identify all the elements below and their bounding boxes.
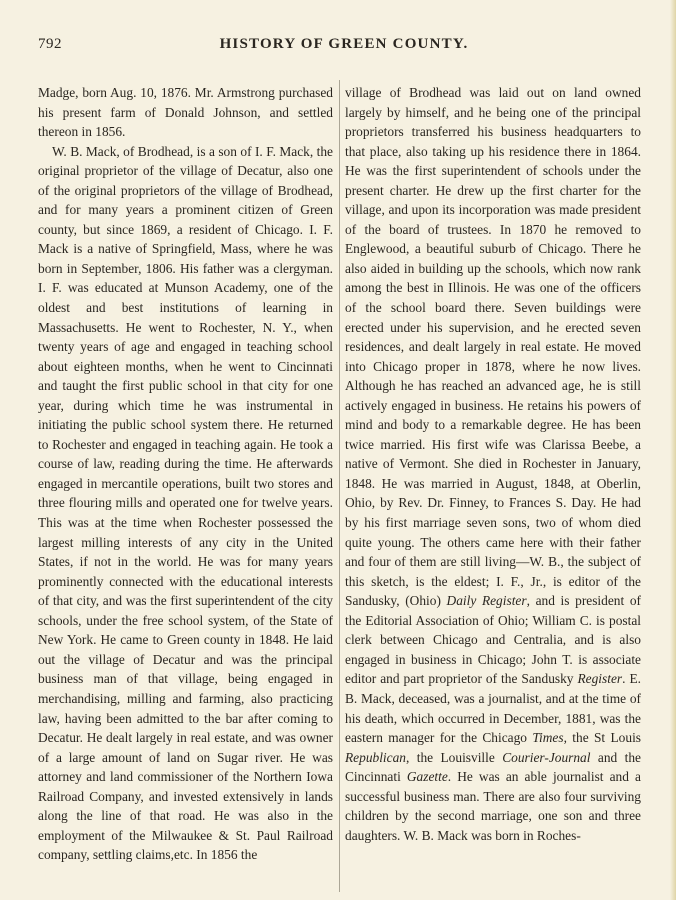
page-number: 792 <box>38 36 62 52</box>
newspaper-name: Daily Register <box>446 593 527 609</box>
text-segment: , the Louisville <box>405 749 503 765</box>
text-segment: , the St Louis <box>563 730 641 746</box>
left-column <box>38 83 333 865</box>
running-title: HISTORY OF GREEN COUNTY. <box>219 36 469 52</box>
newspaper-name: Republican <box>345 749 406 765</box>
newspaper-name: Courier-Journal <box>502 749 591 765</box>
right-column <box>345 83 641 845</box>
page-header <box>38 36 650 60</box>
newspaper-name: Register <box>577 671 623 687</box>
newspaper-name: Times <box>532 730 564 746</box>
page-edge <box>670 0 676 900</box>
paragraph-mack-continued <box>345 83 641 845</box>
text-segment: and the Cincinnati <box>345 749 641 785</box>
column-divider <box>339 80 340 892</box>
paragraph-mack-biography: W. B. Mack, of Brodhead, is a son of I. F. Mack, the original proprietor of the village of Decatur, also one of the original proprietors of the village of Brodhead, and for many years a prominent citizen of Green county, but since 1869, a resident of Chicago. I. F. Mack is a native of Springfield, Mass, where he was born in September, 1806. His father was a clergyman. I. F. was educated at Munson Academy, one of the oldest and best institutions of learning in Massachusetts. He went to Rochester, N. Y., when twenty years of age and engaged in teaching school about eighteen months, when he went to Cincinnati and taught the first public school in that city for one year, during which time he was instrumental in initiating the public school system there. He returned to Rochester and engaged in teaching again. He took a course of law, reading during the time. He afterwards engaged in mercantile operations, built two stores and three flouring mills and operated one for twelve years. This was at the time when Rochester possessed the largest milling interests of any city in the United States, if not in the world. He was for many years prominently connected with the educational interests of that city, and was the first superintendent of the city schools, under the free school system, of the State of New York. He came to Green county in 1848. He laid out the village of Decatur and was the principal business man of that village, being engaged in merchandising, milling and farming, also practicing law, having been admitted to the bar after coming to Decatur. He dealt largely in real estate, and was owner of a large amount of land on Sugar river. He was attorney and land commissioner of the Northern Iowa Railroad Company, and invested extensively in lands along the line of that road. He was also in the employment of the Milwaukee & St. Paul Railroad company, settling claims,etc. In 1856 the <box>38 143 333 863</box>
paragraph-armstrong: Madge, born Aug. 10, 1876. Mr. Armstrong purchased his present farm of Donald Johnson, and settled thereon in 1856. <box>38 85 333 140</box>
text-segment: village of Brodhead was laid out on land owned largely by himself, and he being one of the principal proprietors transferred his business headquarters to that place, also taking up his residence there in 1864. He was the first superintendent of schools under the present charter. He drew up the first charter for the village, and upon its incorporation was made president of the board of trustees. In 1870 he removed to Englewood, a beautiful suburb of Chicago. There he also aided in building up the schools, which now rank among the best in Illinois. He was one of the officers of the school board there. Seven buildings were erected under his supervision, and he erected seven residences, and dealt largely in real estate. He moved into Chicago proper in 1878, where he now lives. Although he has reached an advanced age, he is still actively engaged in business. He retains his powers of mind and body to a remarkable degree. He has been twice married. His first wife was Clarissa Beebe, a native of Vermont. She died in Rochester in January, 1848. He was married in August, 1848, at Oberlin, Ohio, by Rev. Dr. Finney, to Frances S. Day. He had by his first marriage seven sons, two of whom died quite young. The others came here with their father and four of them are still living—W. B., the subject of this sketch, is the eldest; I. F., Jr., is editor of the Sandusky, (Ohio) <box>345 85 641 609</box>
text-segment: . E. B. Mack, deceased, was a journalist, and at the time of his death, which occurred in December, 1881, was the eastern manager for the Chicago <box>345 671 641 746</box>
newspaper-name: Gazette <box>406 769 448 785</box>
text-segment: , and is president of the Editorial Association of Ohio; William C. is postal clerk between Chicago and Centralia, and is also engaged in business in Chicago; John T. is associate editor and part proprietor of the Sandusky <box>345 593 641 687</box>
text-segment: . He was an able journalist and a successful business man. There are also four surviving children by the second marriage, one son and three daughters. W. B. Mack was born in Roches- <box>345 769 641 843</box>
